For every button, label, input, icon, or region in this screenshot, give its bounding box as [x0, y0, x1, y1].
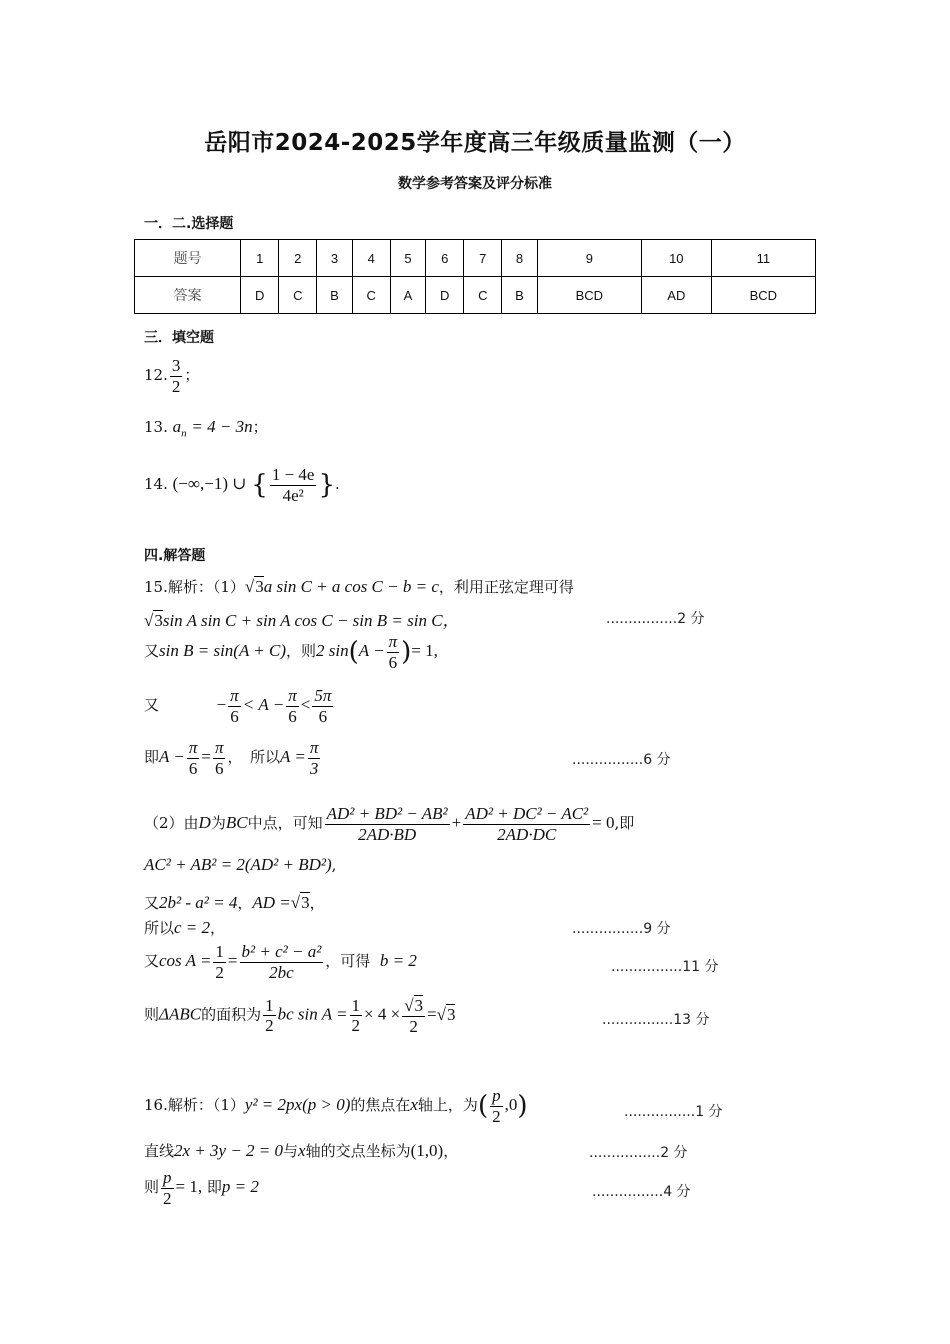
table-cell: BCD: [537, 277, 641, 314]
text: （2）由: [144, 814, 199, 833]
q16-line-2: [144, 1140, 458, 1161]
section-fill-heading: 三．填空题: [144, 330, 214, 346]
numerator: 3: [171, 356, 181, 375]
math-expr: sin B = sin(A + C): [159, 641, 287, 661]
brace-close: }: [318, 470, 336, 501]
fraction: $\frac{\text{b² + c² − a²}}{2bc}$: [241, 942, 322, 982]
punct: ，: [210, 919, 226, 937]
table-cell: 3: [317, 240, 352, 277]
question-label: 16.解析：（1）: [144, 1096, 245, 1115]
table-cell: 7: [464, 240, 502, 277]
fraction: $\frac{\pi}{6}$: [188, 738, 198, 778]
math-expr: = 1,: [175, 1177, 203, 1197]
paren-open: (: [477, 1091, 489, 1122]
fraction: $\frac{√3}{2}$: [404, 996, 424, 1036]
sqrt: √3: [290, 893, 310, 912]
math-expr: = 4 − 3n: [191, 417, 253, 436]
text: 的焦点在: [350, 1096, 411, 1115]
fraction: $\frac{\text{AD² + DC² − AC²}}{2AD\cdot DC}$: [465, 804, 589, 844]
math-expr: ΔABC: [159, 1004, 202, 1024]
text: 直线: [144, 1142, 175, 1160]
math-expr: 2b² - a² = 4: [159, 893, 238, 912]
math-expr: =: [227, 951, 238, 971]
text: 所以: [144, 919, 175, 937]
punct: ,: [331, 856, 337, 874]
question-label: 15.解析：（1）: [144, 578, 245, 596]
math-expr: a sin C + a cos C − b = c: [263, 577, 439, 596]
fraction: $\frac{\pi}{3}$: [309, 738, 319, 778]
question-number: 13.: [144, 418, 168, 436]
math-expr: ,0: [504, 1095, 518, 1115]
fraction: $\frac{p}{2}$: [492, 1086, 501, 1126]
q15-line-6: [144, 804, 634, 844]
score-mark: ................11 分: [611, 959, 719, 975]
math-expr: x: [410, 1095, 418, 1115]
table-cell: AD: [641, 277, 711, 314]
math-expr: < A −: [242, 695, 285, 715]
math-expr: =: [427, 1004, 437, 1024]
section-choice-heading: 一．二.选择题: [144, 216, 234, 232]
paren-close: ): [517, 1091, 528, 1122]
text: 又: [144, 696, 160, 715]
math-expr: A −: [159, 747, 185, 767]
punct: ；: [184, 366, 200, 385]
table-cell: 8: [502, 240, 537, 277]
math-expr: (1,0): [410, 1141, 444, 1160]
fraction: $\frac{\pi}{6}$: [230, 686, 239, 726]
score-mark: ................2 分: [606, 611, 705, 627]
fill-answer-12: [144, 356, 199, 396]
paren-open: (: [348, 637, 359, 668]
math-expr: = 0: [592, 813, 615, 833]
q15-line-3: [144, 632, 438, 672]
punct: ；: [252, 418, 268, 436]
text: ，可得: [325, 952, 371, 971]
table-cell: 1: [241, 240, 279, 277]
table-cell: B: [502, 277, 537, 314]
text: 即: [206, 1178, 222, 1197]
text: 即: [144, 748, 160, 767]
text: 为: [210, 814, 226, 833]
numerator: 1 − 4e: [271, 465, 315, 484]
math-expr: +: [451, 813, 462, 833]
q15-line-1: [144, 576, 574, 597]
denominator: 2: [171, 376, 181, 396]
table-cell: D: [241, 277, 279, 314]
text: 又: [144, 642, 160, 661]
score-mark: ................1 分: [624, 1104, 723, 1120]
fraction: $\frac{\pi}{6}$: [214, 738, 224, 778]
math-expr: x: [298, 1141, 306, 1160]
sqrt: √3: [244, 577, 264, 596]
fraction: $\frac{\pi}{6}$: [288, 686, 297, 726]
math-a-n: $a_n$: [172, 417, 187, 440]
math-expr: y² = 2px(p > 0): [244, 1095, 351, 1115]
q15-line-11: [144, 995, 455, 1036]
text: ，利用正弦定理可得: [438, 578, 574, 596]
table-cell: 5: [390, 240, 425, 277]
text: 又: [144, 952, 160, 971]
score-mark: ................13 分: [602, 1012, 710, 1028]
sqrt: √3: [144, 611, 163, 630]
punct: ，: [309, 894, 325, 912]
math-expr: =: [201, 747, 211, 767]
fraction: [170, 356, 183, 396]
table-cell: C: [279, 277, 317, 314]
fraction: $\frac{\pi}{6}$: [388, 632, 398, 672]
text: 中点，可知: [247, 814, 323, 833]
score-mark: ................2 分: [589, 1145, 688, 1161]
sqrt: √3: [436, 1004, 456, 1024]
math-expr: D: [198, 813, 211, 833]
table-cell: D: [426, 277, 464, 314]
fraction: $\frac{1}{2}$: [215, 942, 224, 982]
math-expr: × 4 ×: [364, 1004, 401, 1024]
math-expr: p = 2: [221, 1177, 259, 1197]
page-subtitle: 数学参考答案及评分标准: [398, 176, 552, 192]
q16-line-1: [144, 1086, 528, 1126]
fill-answer-14: [144, 465, 340, 505]
math-expr: bc sin A =: [277, 1004, 348, 1024]
text: ,即: [614, 814, 635, 833]
table-cell: C: [464, 277, 502, 314]
text: ，: [237, 894, 253, 912]
table-row-numbers: [135, 240, 816, 277]
table-cell: 10: [641, 240, 711, 277]
punct: .: [335, 475, 340, 494]
section-solution-heading: 四.解答题: [144, 548, 206, 564]
denominator: 4e²: [282, 485, 304, 505]
page-title: 岳阳市2024-2025学年度高三年级质量监测（一）: [204, 130, 746, 156]
q15-line-9: [144, 917, 225, 938]
math-expr: BC: [225, 813, 248, 833]
table-head-question: 题号: [135, 240, 241, 277]
fill-answer-13: [144, 416, 268, 439]
score-mark: ................6 分: [572, 752, 671, 768]
q15-line-10: [144, 942, 417, 982]
table-cell: 11: [711, 240, 815, 277]
text: ， 所以: [227, 748, 280, 767]
math-expr: c = 2: [174, 918, 211, 937]
table-cell: C: [352, 277, 390, 314]
text: 又: [144, 894, 160, 912]
fraction: $\frac{1}{2}$: [351, 995, 361, 1036]
math-expr: (−∞,−1) ∪: [172, 474, 247, 494]
math-expr: = 1,: [411, 641, 438, 661]
fraction: $\frac{\text{AD² + BD² − AB²}}{2AD\cdot BD}$: [326, 804, 448, 844]
q15-line-7: [144, 855, 336, 875]
paren-close: ): [401, 637, 412, 668]
table-cell: 9: [537, 240, 641, 277]
math-expr: −: [216, 695, 227, 715]
table-head-answer: 答案: [135, 277, 241, 314]
q15-line-5: [144, 738, 322, 778]
text: 则: [144, 1178, 160, 1197]
table-cell: 6: [426, 240, 464, 277]
text: 轴上，为: [417, 1096, 478, 1115]
text: 轴的交点坐标为: [305, 1142, 411, 1160]
math-expr: cos A =: [159, 951, 212, 971]
fraction: $\frac{5\pi}{6}$: [314, 686, 332, 726]
q16-line-3: [144, 1168, 259, 1208]
fraction: [270, 465, 317, 505]
table-row-answers: [135, 277, 816, 314]
math-expr: sin A sin C + sin A cos C − sin B = sin C，: [162, 611, 460, 630]
fraction: $\frac{1}{2}$: [265, 995, 274, 1036]
brace-open: {: [251, 470, 268, 501]
score-mark: ................4 分: [592, 1184, 691, 1200]
punct: ，: [443, 1142, 459, 1160]
text: 与: [283, 1142, 299, 1160]
table-cell: B: [317, 277, 352, 314]
table-cell: BCD: [711, 277, 815, 314]
text: 则: [144, 1005, 160, 1024]
math-expr: 2x + 3y − 2 = 0: [174, 1141, 284, 1160]
table-cell: 2: [279, 240, 317, 277]
fraction: $\frac{p}{2}$: [163, 1168, 172, 1208]
math-expr: AD =: [252, 893, 291, 912]
q15-line-4: [144, 686, 335, 726]
answer-table: [134, 239, 816, 314]
math-expr: A −: [358, 641, 385, 661]
math-expr: b = 2: [379, 951, 417, 971]
text: 的面积为: [201, 1005, 262, 1024]
question-number: 14.: [144, 475, 168, 494]
math-expr: <: [300, 695, 311, 715]
math-expr: A =: [280, 747, 306, 767]
text: ，则: [286, 642, 317, 661]
score-mark: ................9 分: [572, 921, 671, 937]
table-cell: 4: [352, 240, 390, 277]
table-cell: A: [390, 277, 425, 314]
question-number: 12.: [144, 366, 168, 385]
q15-line-8: [144, 892, 325, 913]
q15-line-2: [144, 606, 460, 631]
math-expr: AC² + AB² = 2(AD² + BD²): [144, 855, 332, 874]
math-expr: 2 sin: [316, 641, 349, 661]
